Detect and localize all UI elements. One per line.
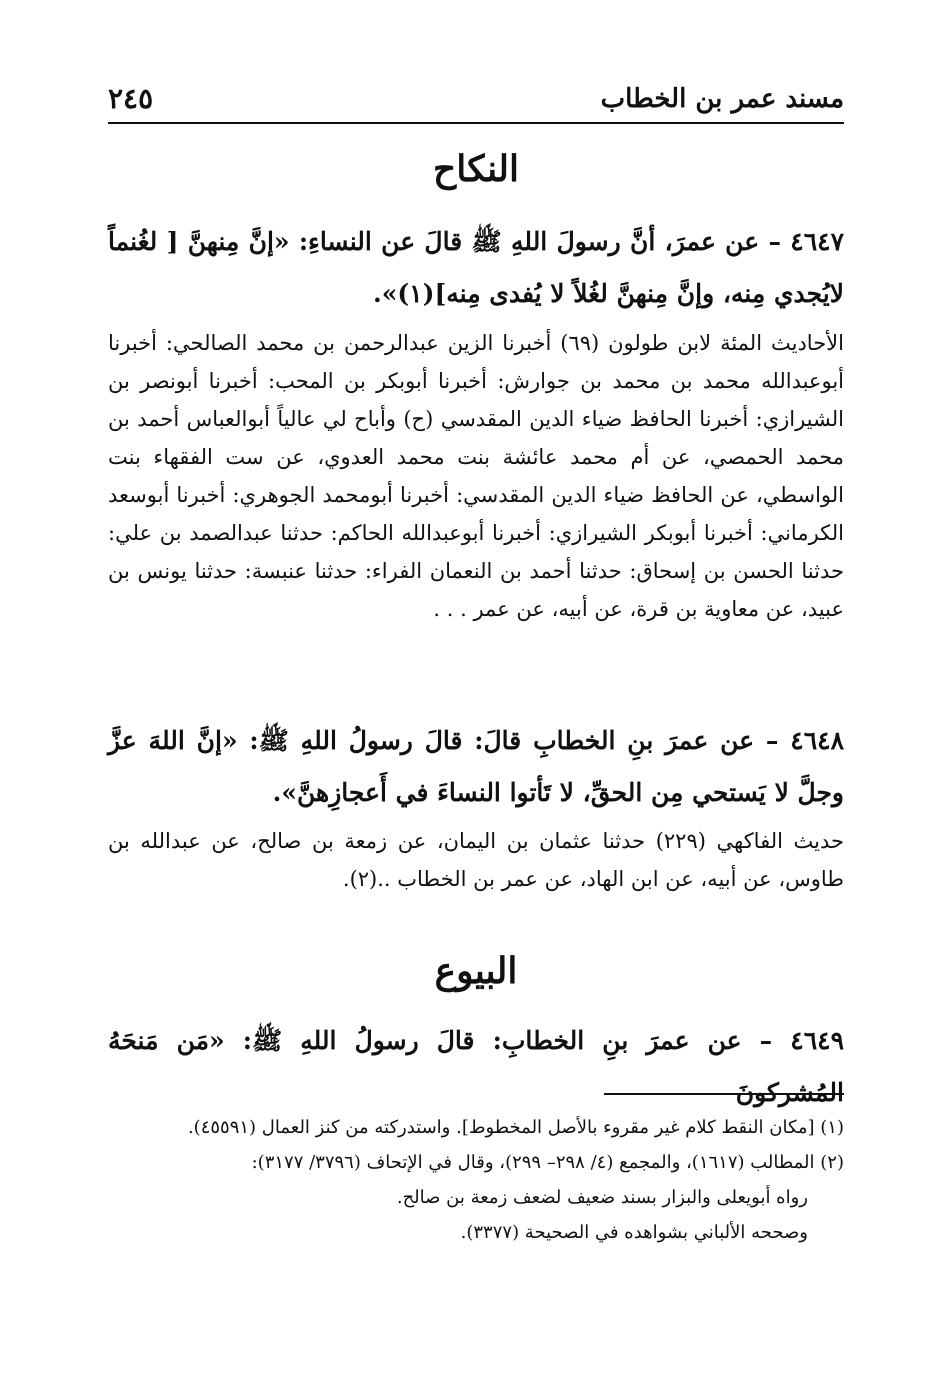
footnote-divider <box>604 1093 844 1095</box>
page-number: ٢٤٥ <box>108 82 154 115</box>
hadith-4649: ٤٦٤٩ – عن عمرَ بنِ الخطابِ: قالَ رسولُ اللهِ ﷺ: «مَن مَنحَهُ المُشركونَ <box>108 1026 844 1107</box>
footnote-1: (١) [مكان النقط كلام غير مقروء بالأصل المخطوط]. واستدركته من كنز العمال (٤٥٥٩١). <box>187 1117 844 1138</box>
running-title: مسند عمر بن الخطاب <box>600 84 844 114</box>
section-heading-nikah: النكاح <box>433 148 519 190</box>
source-4647: الأحاديث المئة لابن طولون (٦٩) أخبرنا الزين عبدالرحمن بن محمد الصالحي: أخبرنا أبوعبدالله محمد بن محمد بن جوارش: أخبرنا أبوبكر بن المحب: أخبرنا أبونصر بن الشيرازي: أخبرنا الحافظ ضياء الدين المقدسي (ح) وأباح لي عالياً أبوالعباس أحمد بن محمد الحمصي، عن أم محمد عائشة بنت محمد العدوي، عن ست الفقهاء بنت الواسطي، عن الحافظ ضياء الدين المقدسي: أخبرنا أبومحمد الجوهري: أخبرنا أبوسعد الكرماني: أخبرنا أبوبكر الشيرازي: أخبرنا أبوعبدالله الحاكم: حدثنا عبدالصمد بن علي: حدثنا الحسن بن إسحاق: حدثنا أحمد بن النعمان الفراء: حدثنا عنبسة: حدثنا يونس بن عبيد، عن معاوية بن قرة، عن أبيه، عن عمر . . . <box>108 331 844 621</box>
hadith-4647: ٤٦٤٧ – عن عمرَ، أنَّ رسولَ اللهِ ﷺ قالَ عن النساءِ: «إنَّ مِنهنَّ [ لغُنماً لايُجدي مِنه، وإنَّ مِنهنَّ لغُلاً لا يُفدى مِنه](١)». <box>108 227 844 308</box>
footnotes <box>108 1110 844 1250</box>
footnote-2-continuation-1: رواه أبويعلى والبزار بسند ضعيف لضعف زمعة بن صالح. <box>396 1187 808 1208</box>
footnote-2: (٢) المطالب (١٦١٧)، والمجمع (٤/ ٢٩٨– ٢٩٩)، وقال في الإتحاف (٣٧٩٦/ ٣١٧٧): <box>251 1152 844 1173</box>
footnote-2-continuation-2: وصححه الألباني بشواهده في الصحيحة (٣٣٧٧). <box>460 1222 808 1243</box>
section-heading-buyu: البيوع <box>434 950 518 992</box>
hadith-4648: ٤٦٤٨ – عن عمرَ بنِ الخطابِ قالَ: قالَ رسولُ اللهِ ﷺ: «إنَّ اللهَ عزَّ وجلَّ لا يَستحي مِن الحقِّ، لا تَأتوا النساءَ في أَعجازِهنَّ». <box>108 726 844 807</box>
source-4648: حديث الفاكهي (٢٢٩) حدثنا عثمان بن اليمان، عن زمعة بن صالح، عن عبدالله بن طاوس، عن أبيه، عن ابن الهاد، عن عمر بن الخطاب ..(٢). <box>108 829 844 891</box>
running-header <box>108 78 844 124</box>
